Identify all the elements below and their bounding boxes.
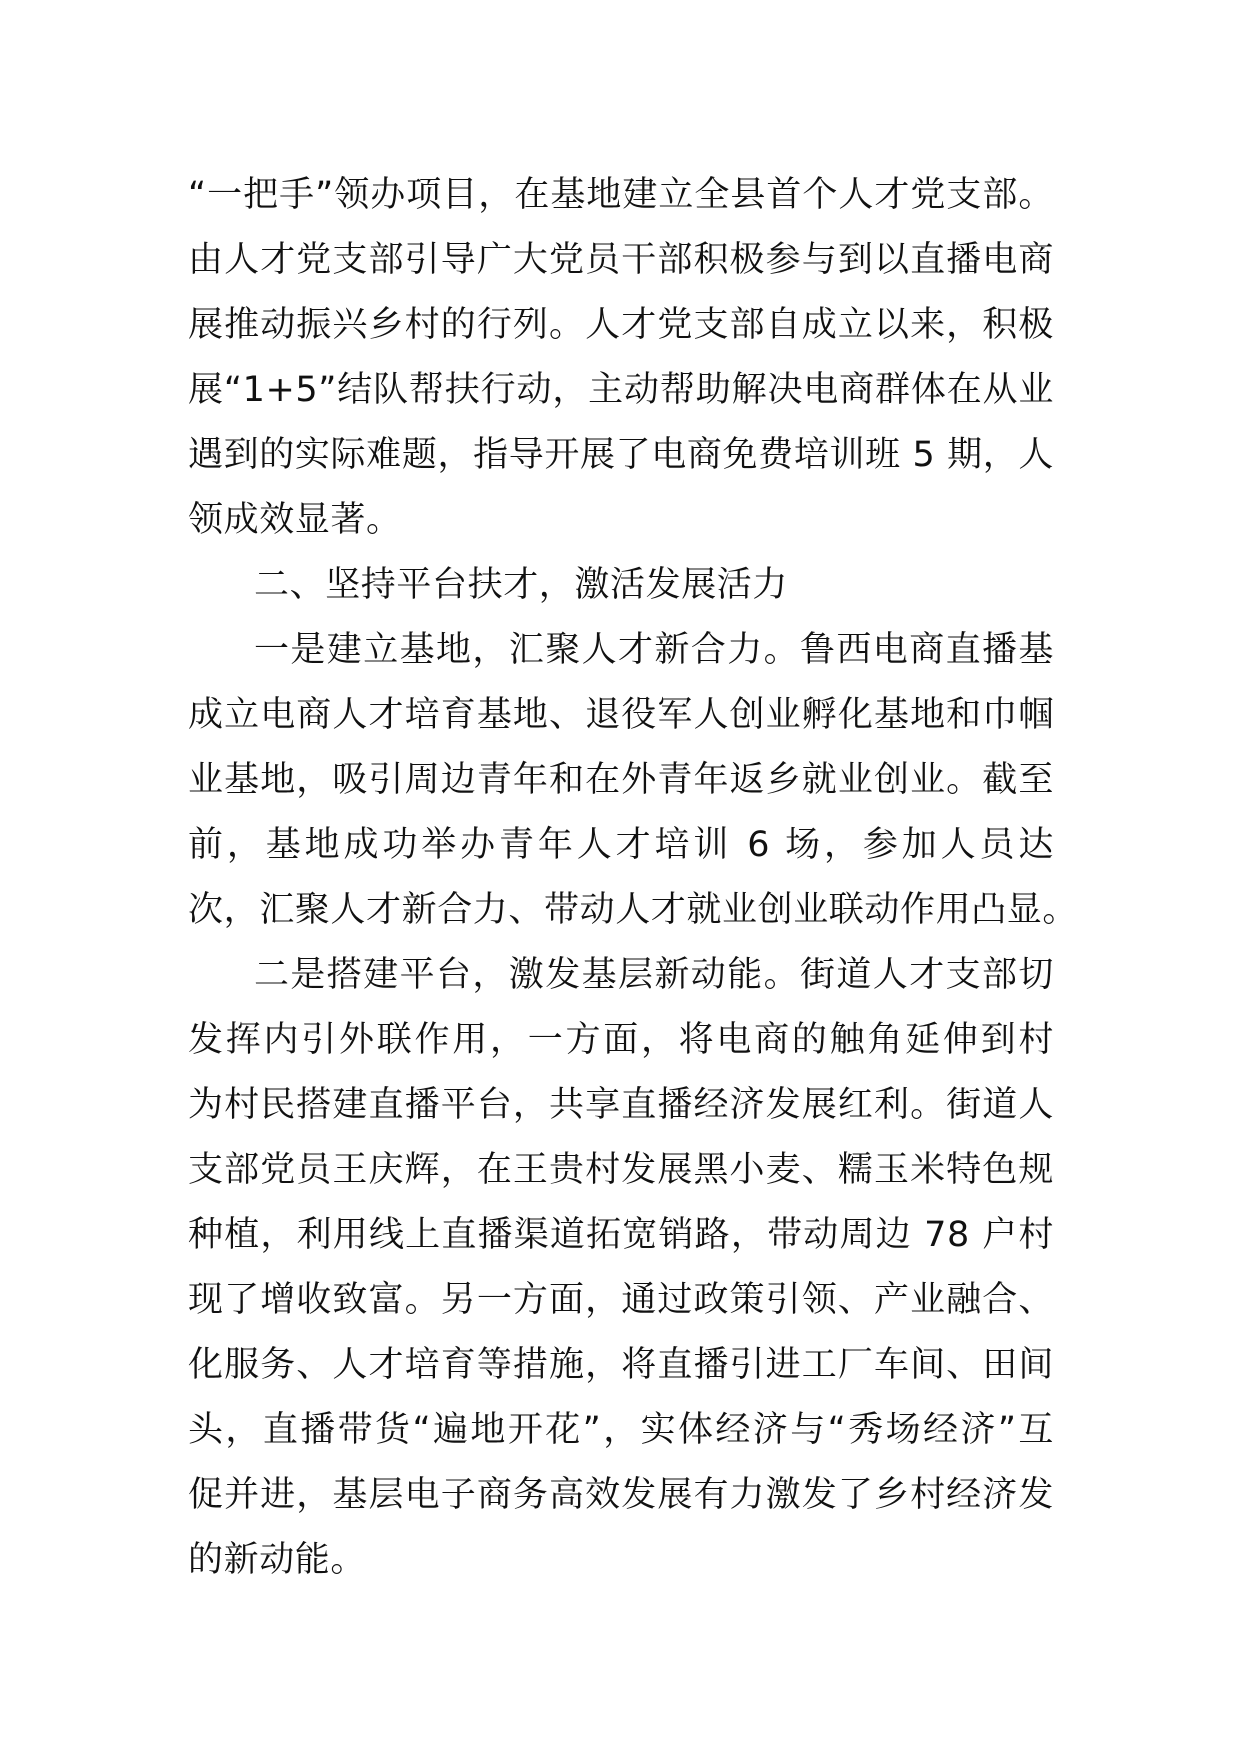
text-line: 前，基地成功举办青年人才培训 6 场，参加人员达 [188,825,1054,865]
paragraph [188,943,1054,1593]
text-line: 次，汇聚人才新合力、带动人才就业创业联动作用凸显。 [188,890,1079,930]
text-line: 业基地，吸引周边青年和在外青年返乡就业创业。截至 [188,760,1054,800]
text-line: “一把手”领办项目，在基地建立全县首个人才党支部。 [188,175,1054,215]
text-line: 遇到的实际难题，指导开展了电商免费培训班 5 期，人 [188,435,1054,475]
text-line: 成立电商人才培育基地、退役军人创业孵化基地和巾帼 [188,695,1054,735]
text-line: 的新动能。 [188,1540,367,1580]
text-line: 促并进，基层电子商务高效发展有力激发了乡村经济发 [188,1475,1054,1515]
text-line: 支部党员王庆辉，在王贵村发展黑小麦、糯玉米特色规 [188,1150,1054,1190]
text-line: 种植，利用线上直播渠道拓宽销路，带动周边 78 户村 [188,1215,1054,1255]
text-line: 由人才党支部引导广大党员干部积极参与到以直播电商 [188,240,1054,280]
paragraph [188,553,1054,618]
text-line: 一是建立基地，汇聚人才新合力。鲁西电商直播基 [254,630,1054,670]
document-body [188,163,1079,1593]
text-line: 展推动振兴乡村的行列。人才党支部自成立以来，积极 [188,305,1054,345]
text-line: 为村民搭建直播平台，共享直播经济发展红利。街道人 [188,1085,1054,1125]
text-line: 二、坚持平台扶才，激活发展活力 [254,565,789,605]
text-line: 领成效显著。 [188,500,402,540]
text-line: 展“1+5”结队帮扶行动，主动帮助解决电商群体在从业 [188,370,1054,410]
text-line: 发挥内引外联作用，一方面，将电商的触角延伸到村 [188,1020,1054,1060]
paragraph [188,618,1079,943]
text-line: 头，直播带货“遍地开花”，实体经济与“秀场经济”互 [188,1410,1054,1450]
text-line: 现了增收致富。另一方面，通过政策引领、产业融合、 [188,1280,1054,1320]
text-line: 二是搭建平台，激发基层新动能。街道人才支部切 [254,955,1054,995]
paragraph [188,163,1054,553]
text-line: 化服务、人才培育等措施，将直播引进工厂车间、田间 [188,1345,1054,1385]
